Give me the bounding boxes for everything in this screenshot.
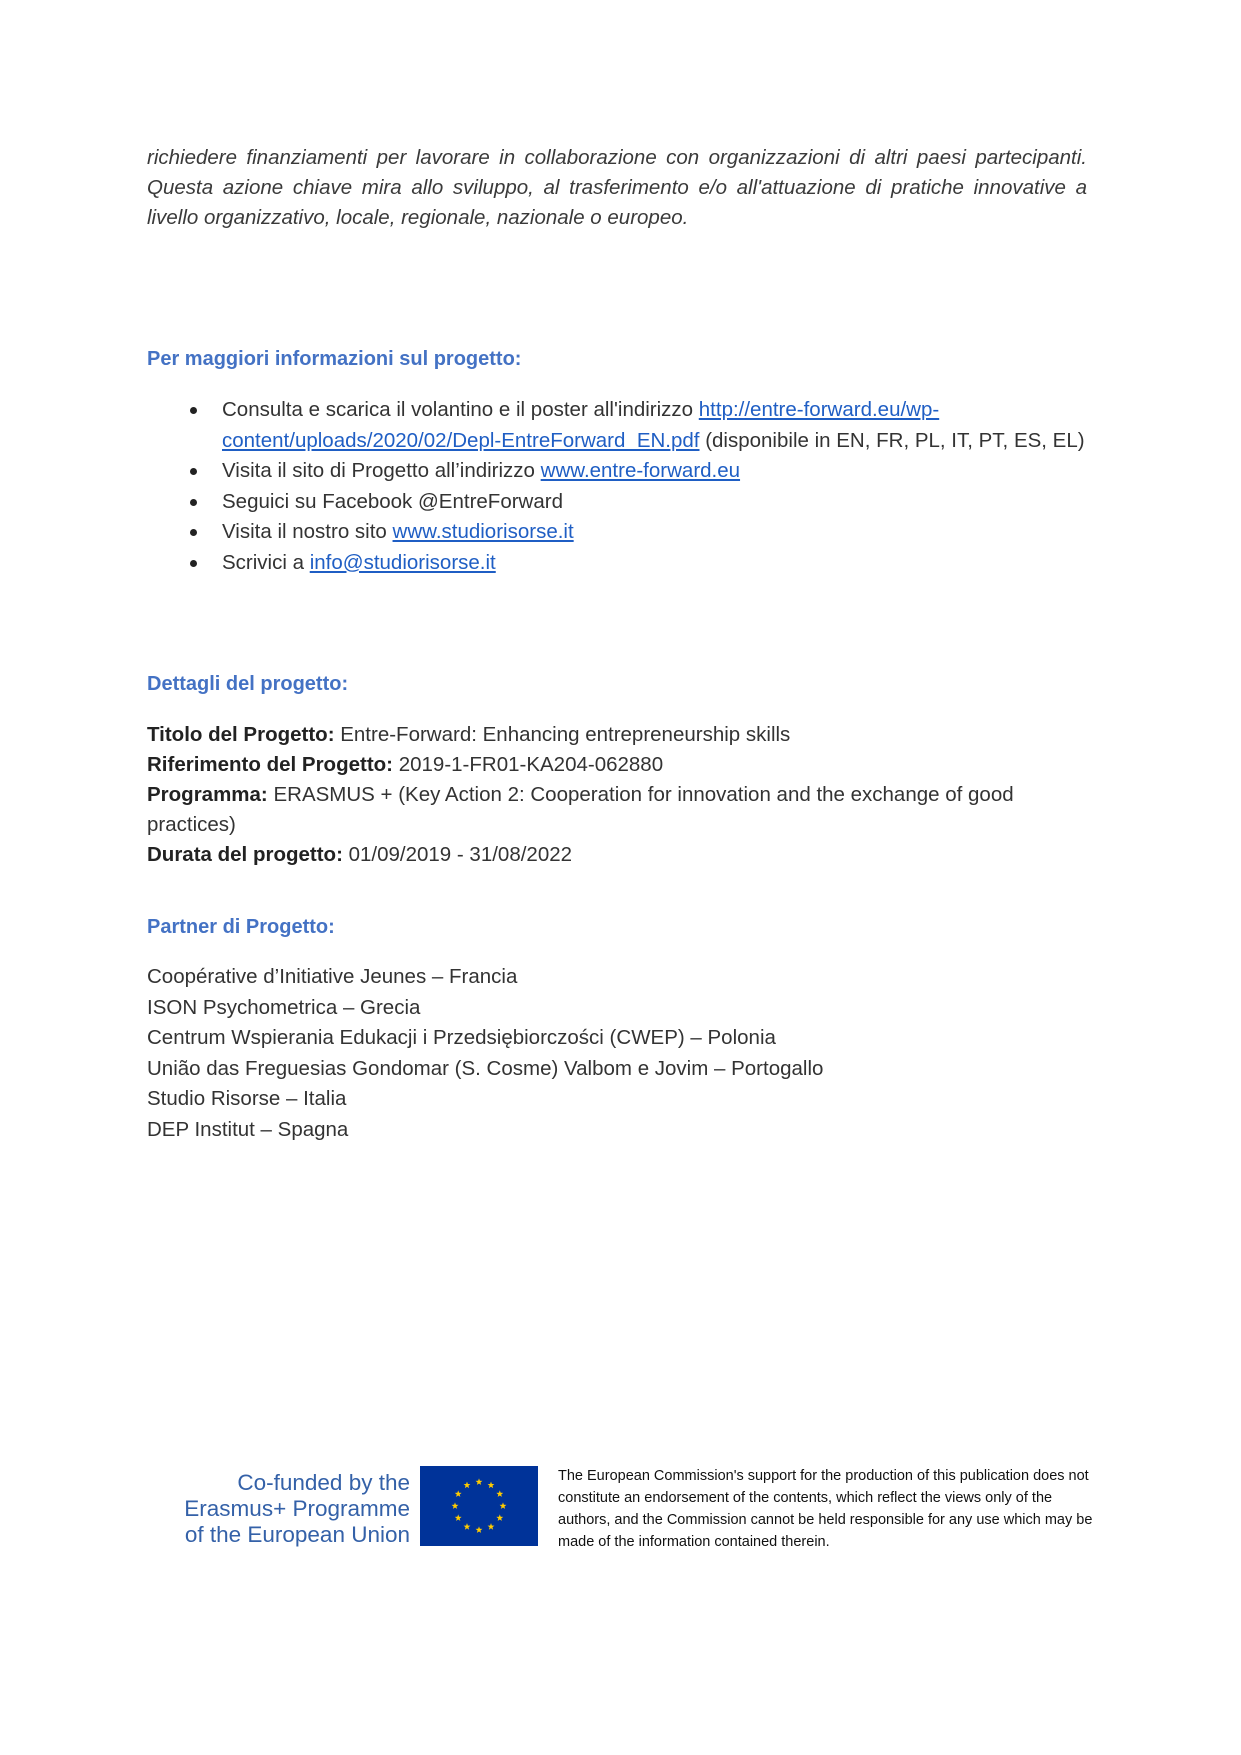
detail-value: Entre-Forward: Enhancing entrepreneurship skills <box>334 723 791 746</box>
list-item-text: Seguici su Facebook @EntreForward <box>222 489 563 513</box>
info-heading: Per maggiori informazioni sul progetto: <box>147 348 522 370</box>
list-item-text: Scrivici a <box>222 550 310 574</box>
intro-paragraph: richiedere finanziamenti per lavorare in collaborazione con organizzazioni di altri paesi partecipanti. Questa azione chiave mira allo sviluppo, al trasferimento e/o all'attuazione di pratiche innovative a livello organizzativo, locale, regionale, nazionale o europeo. <box>147 146 1087 229</box>
detail-reference <box>147 750 1047 780</box>
detail-label: Titolo del Progetto: <box>147 723 335 746</box>
studiorisorse-link[interactable]: www.studiorisorse.it <box>392 520 574 543</box>
partners-heading: Partner di Progetto: <box>147 916 335 938</box>
partner-item: Coopérative d’Initiative Jeunes – Francia <box>147 965 518 988</box>
list-item <box>190 395 1090 456</box>
email-link[interactable]: info@studiorisorse.it <box>309 550 496 574</box>
list-item <box>190 517 1090 548</box>
cofund-line: Erasmus+ Programme <box>184 1496 410 1521</box>
detail-label: Riferimento del Progetto: <box>147 753 394 776</box>
detail-programme <box>147 780 1047 840</box>
list-item <box>190 548 1090 579</box>
cofund-line: Co-funded by the <box>237 1470 410 1495</box>
detail-title <box>147 720 1047 750</box>
info-list <box>190 395 1090 578</box>
partner-item: União das Freguesias Gondomar (S. Cosme) Valbom e Jovim – Portogallo <box>147 1056 824 1080</box>
partner-item: ISON Psychometrica – Grecia <box>147 995 421 1019</box>
eu-flag-icon <box>420 1466 538 1546</box>
detail-label: Durata del progetto: <box>147 843 343 866</box>
footer <box>170 1465 1093 1565</box>
detail-label: Programma: <box>147 783 268 806</box>
detail-value: ERASMUS + (Key Action 2: Cooperation for innovation and the exchange of good practices) <box>147 783 1014 836</box>
detail-value: 2019-1-FR01-KA204-062880 <box>393 753 664 776</box>
partner-item: Centrum Wspierania Edukacji i Przedsiębiorczości (CWEP) – Polonia <box>147 1026 776 1049</box>
detail-value: 01/09/2019 - 31/08/2022 <box>342 843 573 866</box>
project-site-link[interactable]: www.entre-forward.eu <box>540 459 741 482</box>
project-details <box>147 720 1047 870</box>
partners-list <box>147 962 1047 1145</box>
partner-item: DEP Institut – Spagna <box>147 1117 349 1141</box>
details-heading: Dettagli del progetto: <box>147 673 349 695</box>
cofund-line: of the European Union <box>184 1522 410 1547</box>
list-item <box>190 487 1090 518</box>
erasmus-logo-text <box>170 1470 410 1548</box>
flyer-link[interactable]: http://entre-forward.eu/wp-content/uploads/2020/02/Depl-EntreForward_EN.pdf <box>222 398 940 452</box>
list-item-text: Visita il nostro sito <box>222 520 393 543</box>
detail-duration <box>147 840 1047 870</box>
list-item <box>190 456 1090 487</box>
list-item-text: Consulta e scarica il volantino e il poster all'indirizzo <box>222 398 699 421</box>
list-item-text: Visita il sito di Progetto all’indirizzo <box>222 459 541 482</box>
partner-item: Studio Risorse – Italia <box>147 1087 347 1110</box>
list-item-text: (disponibile in EN, FR, PL, IT, PT, ES, EL) <box>699 428 1085 452</box>
disclaimer-text: The European Commission's support for the production of this publication does not constitute an endorsement of the contents, which reflect the views only of the authors, and the Commission cannot be held responsible for any use which may be made of the information contained therein. <box>558 1468 1093 1550</box>
